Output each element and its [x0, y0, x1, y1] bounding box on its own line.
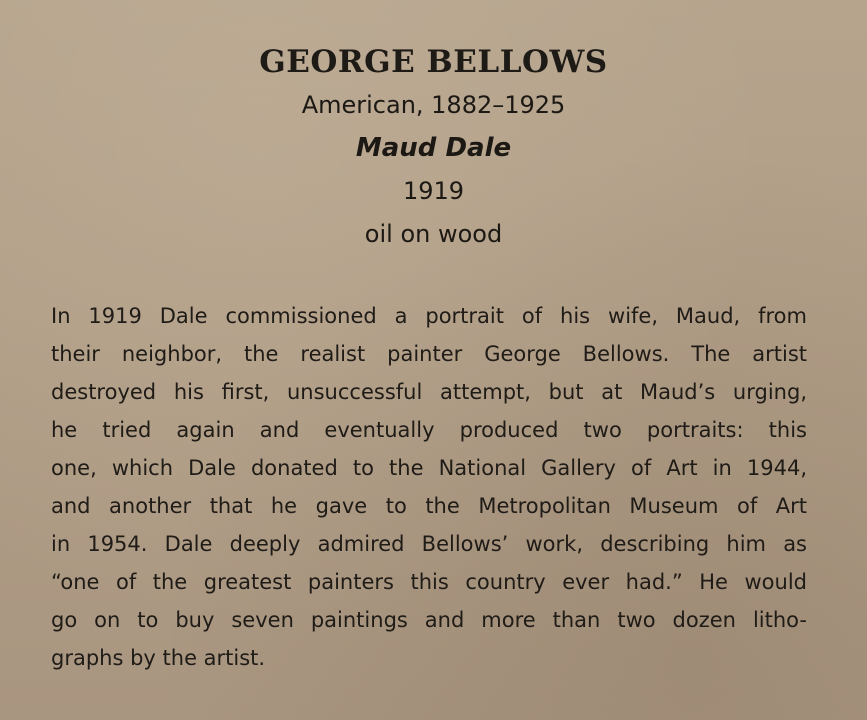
description-line: one, which Dale donated to the National Gallery of Art in 1944,	[51, 456, 807, 480]
description-line: and another that he gave to the Metropolitan Museum of Art	[51, 494, 807, 518]
description-line: in 1954. Dale deeply admired Bellows’ work, describing him as	[51, 532, 807, 556]
description-line: their neighbor, the realist painter George Bellows. The artist	[51, 342, 807, 366]
description-line: go on to buy seven paintings and more than two dozen litho-	[51, 608, 807, 632]
artist-nationality-dates: American, 1882–1925	[301, 91, 566, 119]
artist-name: GEORGE BELLOWS	[259, 44, 608, 80]
artwork-title: Maud Dale	[355, 133, 512, 163]
label-header	[0, 40, 867, 256]
description-line: “one of the greatest painters this country ever had.” He would	[51, 570, 807, 594]
description-line: destroyed his first, unsuccessful attempt, but at Maud’s urging,	[51, 380, 807, 404]
description-line: he tried again and eventually produced two portraits: this	[51, 418, 807, 442]
artwork-medium: oil on wood	[364, 220, 503, 248]
description-line: graphs by the artist.	[51, 646, 266, 670]
artwork-date: 1919	[402, 177, 465, 205]
description-paragraph	[51, 297, 807, 677]
description-line: In 1919 Dale commissioned a portrait of his wife, Maud, from	[51, 304, 807, 328]
